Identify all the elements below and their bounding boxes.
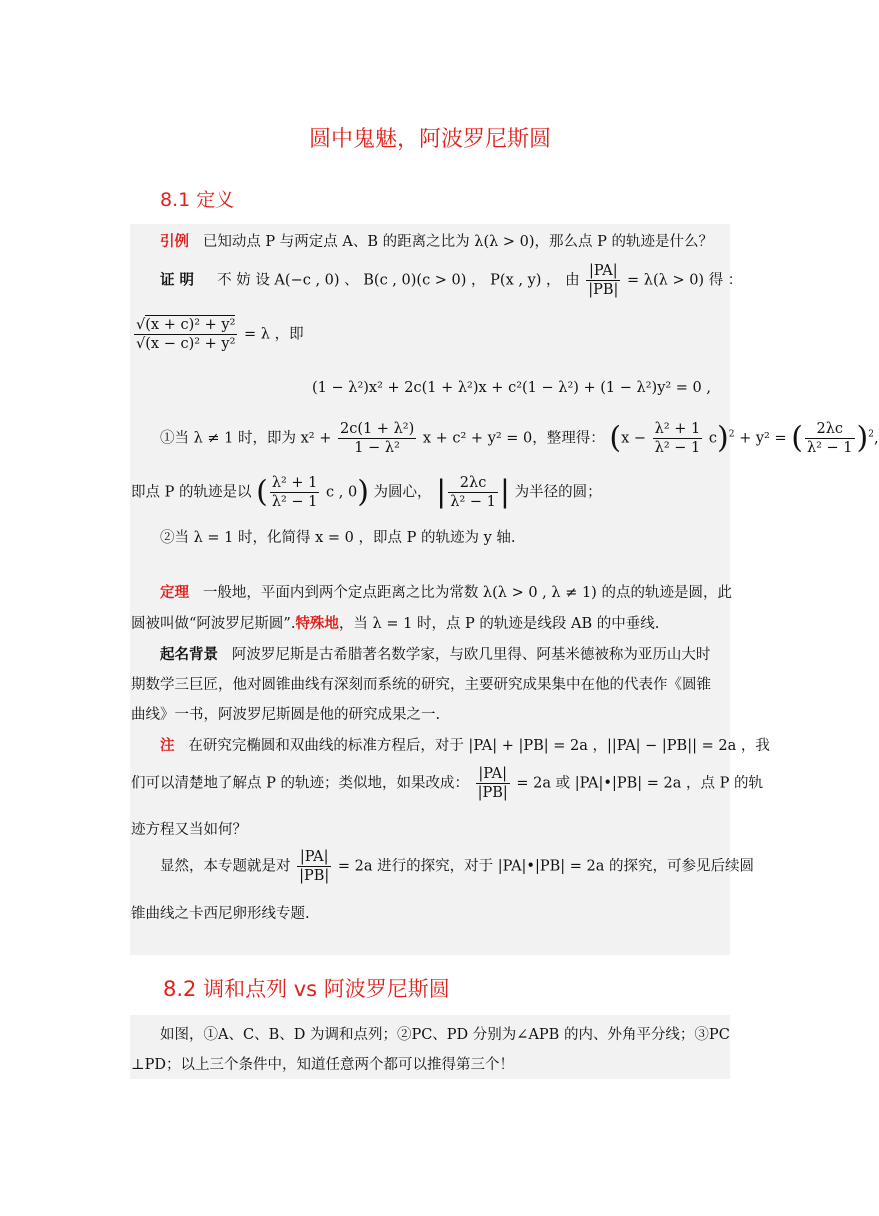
proof-line (160, 262, 742, 299)
sqrt-after: = λ ，即 (244, 326, 304, 343)
proof-text-end: = λ(λ > 0) 得 ： (627, 272, 743, 289)
background-line-2: 期数学三巨匠，他对圆锥曲线有深刻而系统的研究，主要研究成果集中在他的代表作《圆锥 (131, 677, 711, 693)
case1-line: ①当 λ ≠ 1 时，即为 x² + $\frac{\text{2c(1 + λ²)}}{\text{1 − λ²}}$ x + c² + y² = 0，整理得： (x − $\frac{\text{λ² + 1}}{\text{λ² − 1}}$ c)$^2$ + y² = ( $\frac{2\lambda c}{\text{λ² − 1}}$ )$^2$, (160, 420, 879, 456)
note-line-3: 迹方程又当如何？ (131, 822, 247, 838)
proof-text: 不 妨 设 A(−c , 0) 、 B(c , 0)(c > 0) ， P(x , y) ， 由 (217, 272, 580, 289)
main-equation: (1 − λ²)x² + 2c(1 + λ²)x + c²(1 − λ²) + (1 − λ²)y² = 0 , (312, 380, 712, 396)
section-heading-harmonic: 8.2 调和点列 vs 阿波罗尼斯圆 (163, 977, 450, 1001)
sqrt-ratio-line (132, 316, 304, 353)
case2-line: ②当 λ = 1 时，化简得 x = 0 ，即点 P 的轨迹为 y 轴. (160, 530, 516, 546)
background-line-1: 起名背景 阿波罗尼斯是古希腊著名数学家，与欧几里得、阿基米德被称为亚历山大时 (160, 647, 711, 663)
section-heading-definition: 8.1 定义 (160, 189, 235, 211)
theorem-line-2: 圆被叫做“阿波罗尼斯圆”.特殊地，当 λ = 1 时，点 P 的轨迹是线段 AB 的中垂线. (131, 616, 660, 632)
intro-label: 引例 (160, 234, 189, 250)
background-line-3: 曲线》一书，阿波罗尼斯圆是他的研究成果之一. (131, 707, 441, 723)
sqrt-fraction: $\frac{\text{√(x + c)² + y²}}{\text{√(x − c)² + y²}}$ (136, 317, 236, 352)
clear-line-2: 锥曲线之卡西尼卵形线专题. (131, 906, 310, 922)
harmonic-line-2: ⊥PD；以上三个条件中，知道任意两个都可以推得第三个！ (131, 1057, 515, 1073)
proof-fraction: $\frac{|PA|}{|PB|}$ (588, 263, 619, 298)
note-line-2: 们可以清楚地了解点 P 的轨迹；类似地，如果改成： $\frac{|PA|}{|PB|}$ = 2a 或 |PA|•|PB| = 2a ，点 P 的轨 (131, 766, 763, 801)
proof-label: 证 明 (160, 272, 195, 289)
clear-line-1: 显然，本专题就是对 $\frac{|PA|}{|PB|}$ = 2a 进行的探究，对于 |PA|•|PB| = 2a 的探究，可参见后续圆 (160, 849, 755, 884)
theorem-line-1: 定理 一般地，平面内到两个定点距离之比为常数 λ(λ > 0 , λ ≠ 1) 的点的轨迹是圆，此 (160, 585, 732, 601)
center-radius-line: 即点 P 的轨迹是以 ( $\frac{\text{λ² + 1}}{\text{λ² − 1}}$ c , 0) 为圆心， | $\frac{2\lambda c}{\text{λ² − 1}}$ | 为半径的圆； (131, 474, 602, 510)
harmonic-line-1: 如图，①A、C、B、D 为调和点列；②PC、PD 分别为∠APB 的内、外角平分线；③PC (160, 1027, 730, 1043)
page-title: 圆中鬼魅，阿波罗尼斯圆 (308, 127, 551, 152)
intro-line (160, 230, 713, 251)
note-line-1: 注 在研究完椭圆和双曲线的标准方程后，对于 |PA| + |PB| = 2a ，||PA| − |PB|| = 2a ，我 (160, 738, 770, 754)
intro-text: 已知动点 P 与两定点 A、B 的距离之比为 λ(λ > 0)，那么点 P 的轨迹是什么？ (202, 234, 714, 250)
